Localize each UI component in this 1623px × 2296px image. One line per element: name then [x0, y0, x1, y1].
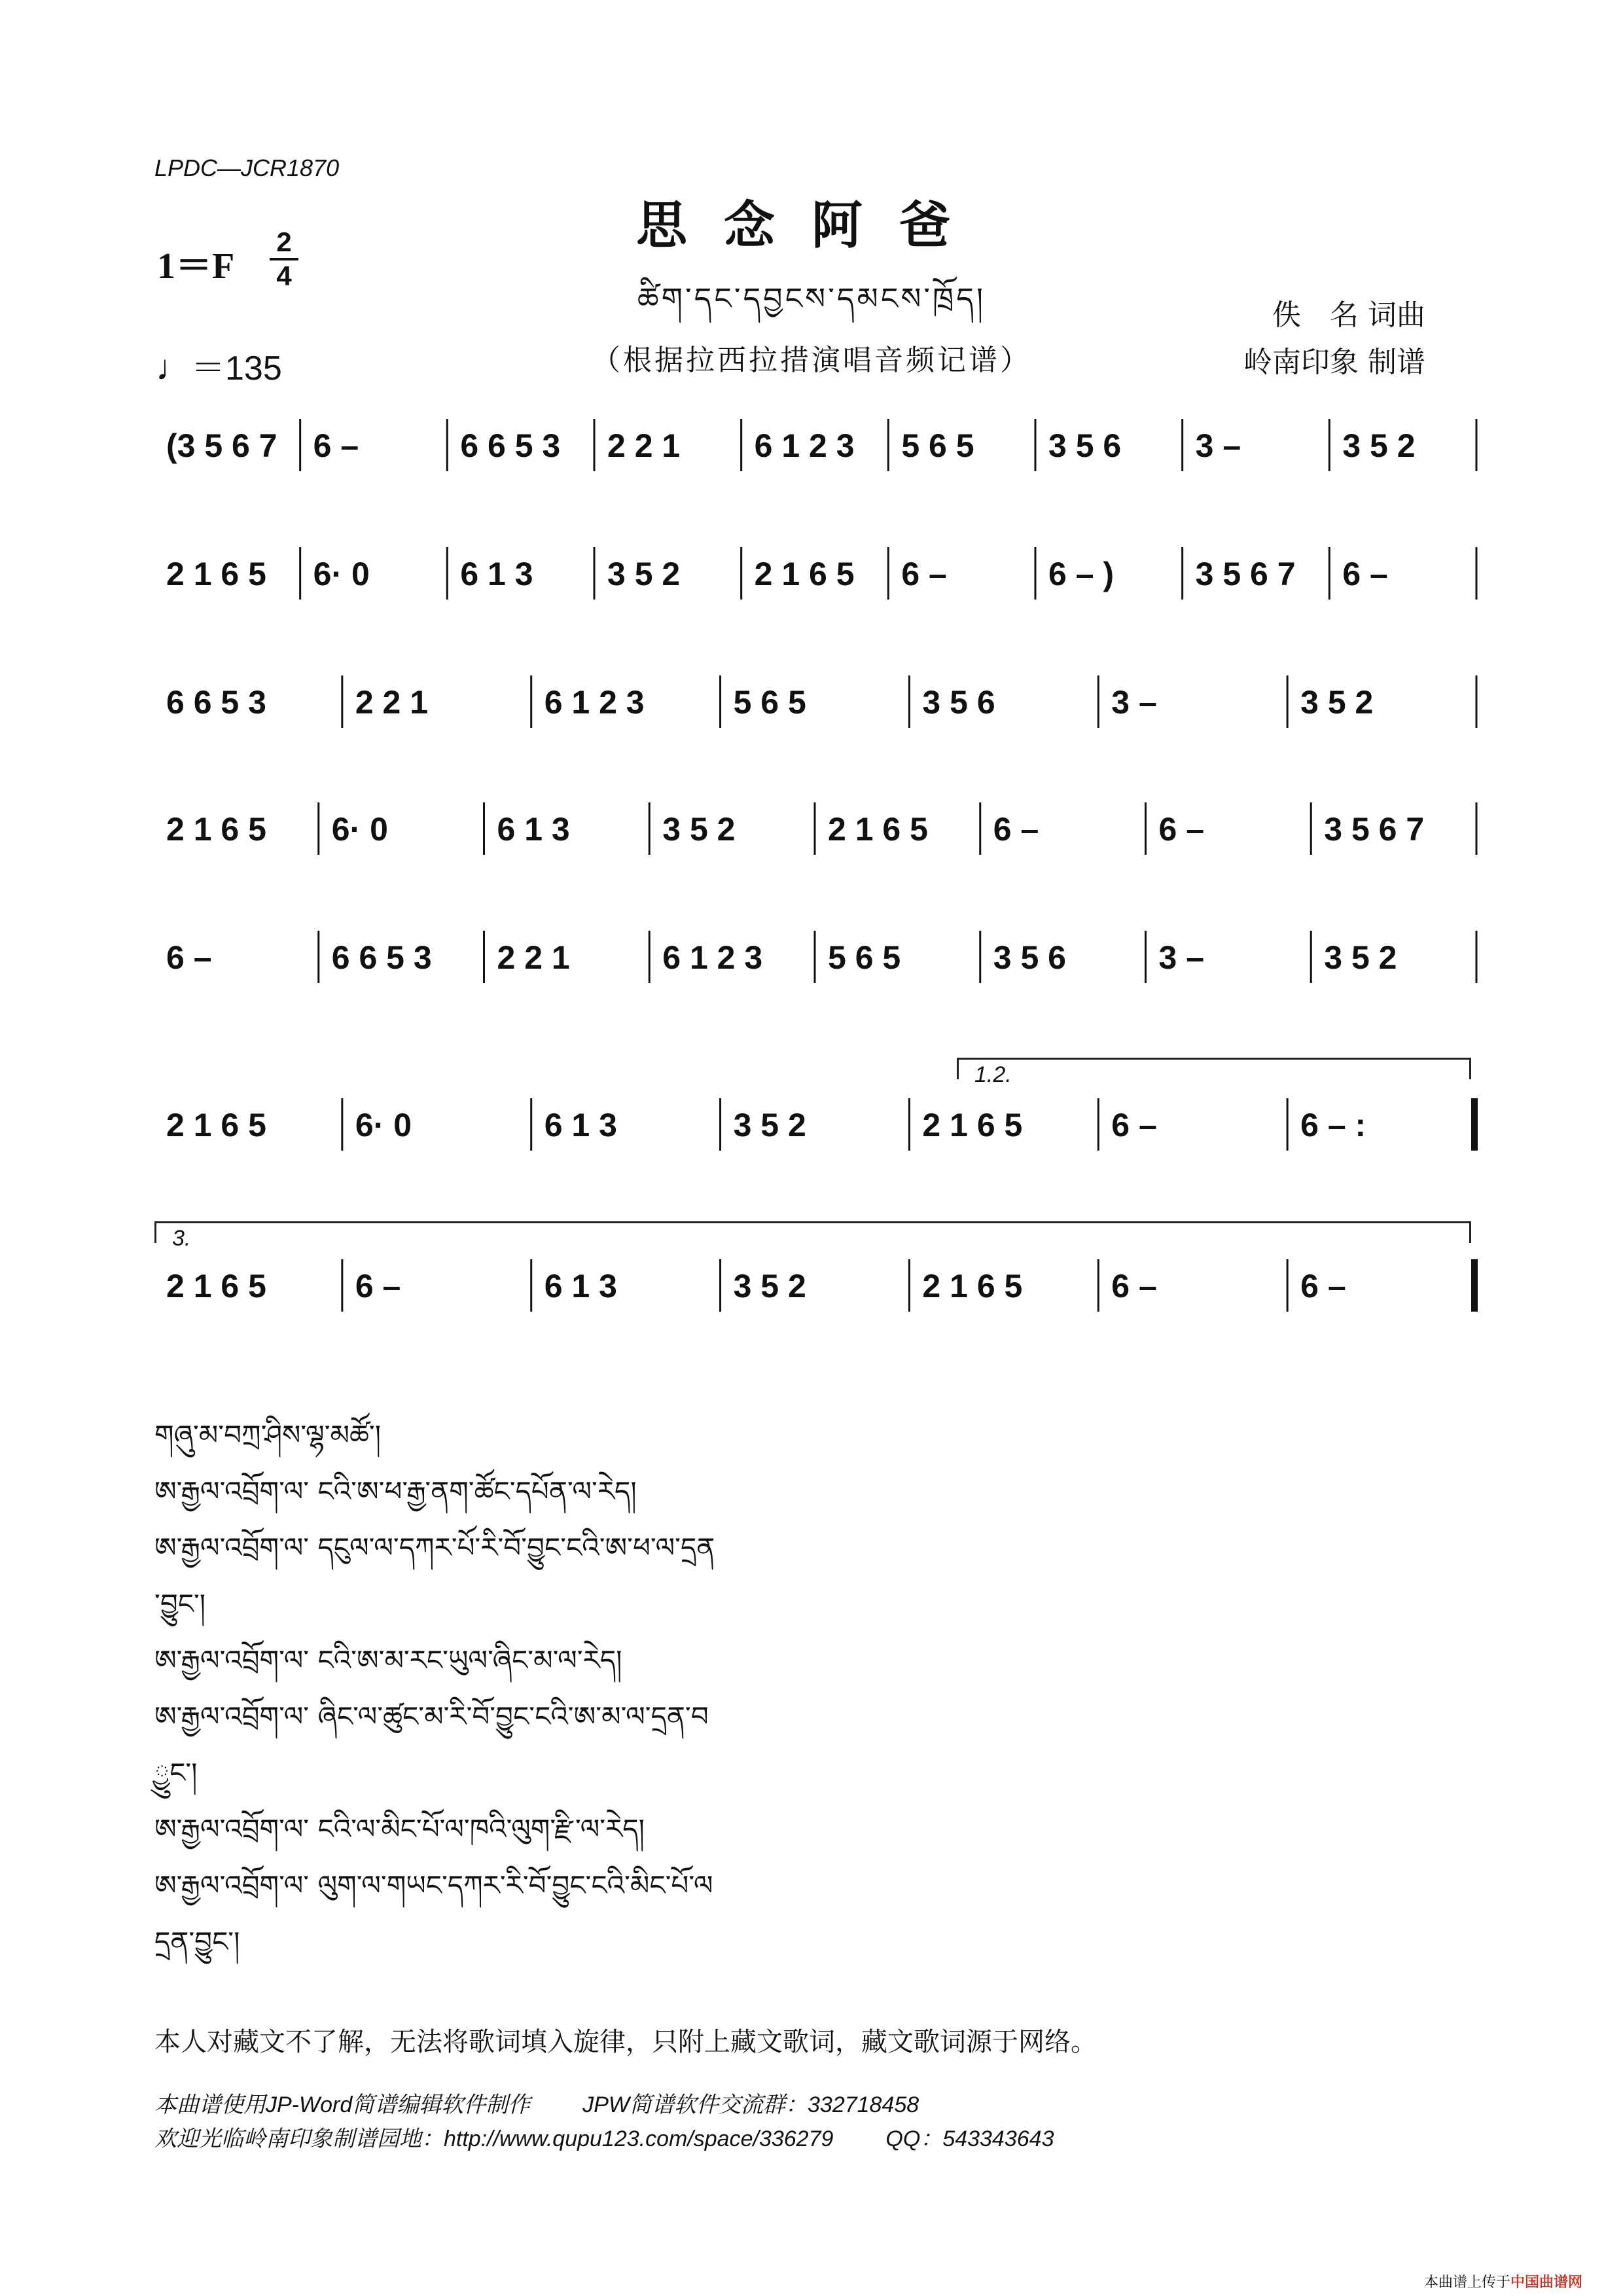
measure: 3 5 2 — [662, 811, 736, 848]
measure: 3 5 6 7 — [1195, 556, 1296, 592]
measure: 6 – — [901, 556, 947, 592]
meter-top: 2 — [276, 226, 292, 257]
measure: 6 6 5 3 — [166, 684, 266, 721]
measure: 6 1 2 3 — [662, 939, 763, 976]
measure: 3 5 6 7 — [1324, 811, 1425, 848]
barlines — [154, 547, 1478, 613]
lyric-line: དྲན་བྱུང་། — [154, 1926, 240, 1958]
measure: 6· 0 — [355, 1107, 412, 1143]
barlines — [154, 675, 1478, 741]
key-signature: 1＝F — [157, 246, 235, 287]
measure: 5 6 5 — [828, 939, 901, 976]
measure: 6 1 3 — [497, 811, 570, 848]
measure: 3 – — [1195, 427, 1241, 464]
measure: 3 5 2 — [733, 1268, 806, 1304]
volta-bracket-1 — [957, 1058, 1471, 1087]
measure: 2 1 6 5 — [166, 811, 266, 848]
measure: 2 2 1 — [355, 684, 429, 721]
measure: 3 5 2 — [1324, 939, 1397, 976]
lyric-line: ཨ་རྒྱལ་འབྲོག་ལ་ ངའི་ཨ་མ་རང་ཡུལ་ཞིང་མ་ལ་རེད། — [154, 1644, 622, 1676]
measure: 6 – — [166, 939, 212, 976]
tempo-value: ＝135 — [191, 350, 282, 387]
barlines — [154, 931, 1478, 996]
measure: 2 1 6 5 — [166, 1107, 266, 1143]
measure: 6 1 3 — [544, 1107, 617, 1143]
score-line-4 — [154, 810, 1478, 889]
lyric-line: ་བྱུང་། — [154, 1588, 206, 1620]
lyrics-block — [154, 1407, 1483, 1970]
measure: 6 – — [1111, 1107, 1157, 1143]
score-line-3 — [154, 683, 1478, 762]
measure: 6 – — [1300, 1268, 1346, 1304]
meter-bottom: 4 — [276, 260, 292, 291]
barlines — [154, 1259, 1478, 1325]
lyric-line: ཨ་རྒྱལ་འབྲོག་ལ་ ལུག་ལ་གཡང་དཀར་རི་བོ་བྱུང་ངའི་མིང་པོ་ལ — [154, 1869, 713, 1901]
measure: 6 6 5 3 — [460, 427, 561, 464]
welcome-link[interactable]: 欢迎光临岭南印象制谱园地：http://www.qupu123.com/space/336279 — [154, 2126, 834, 2151]
volta-label-2: 3. — [172, 1226, 191, 1251]
measure: 3 5 2 — [607, 556, 681, 592]
measure: 6 – : — [1300, 1107, 1366, 1143]
upload-watermark — [1424, 2271, 1582, 2291]
qq-number: QQ：543343643 — [885, 2126, 1054, 2151]
measure: 2 2 1 — [497, 939, 570, 976]
score-code: LPDC—JCR1870 — [154, 154, 340, 181]
lyric-line: ཨ་རྒྱལ་འབྲོག་ལ་ ངའི་ཨ་ཕ་རྒྱ་ནག་ཚོང་དཔོན་ལ་རེད། — [154, 1475, 637, 1507]
score-line-5 — [154, 939, 1478, 1017]
measure: 6 – — [993, 811, 1039, 848]
qq-group: JPW简谱软件交流群：332718458 — [582, 2092, 919, 2117]
lyrics-note: 本人对藏文不了解，无法将歌词填入旋律，只附上藏文歌词，藏文歌词源于网络。 — [154, 2027, 1097, 2057]
measure: 2 1 6 5 — [922, 1268, 1023, 1304]
footer — [154, 2088, 1106, 2156]
score-line-7 — [154, 1267, 1478, 1346]
final-barline — [1471, 1259, 1478, 1312]
measure: 6· 0 — [331, 811, 388, 848]
score-line-2 — [154, 555, 1478, 634]
measure: 6 – — [1342, 556, 1388, 592]
measure: 2 1 6 5 — [828, 811, 928, 848]
measure: 6· 0 — [313, 556, 370, 592]
measure: 6 – — [313, 427, 359, 464]
measure: 5 6 5 — [733, 684, 806, 721]
measure: 6 – — [1111, 1268, 1157, 1304]
volta-label-1: 1.2. — [974, 1062, 1012, 1087]
lyric-line: ཨ་རྒྱལ་འབྲོག་ལ་ ཞིང་ལ་ཚུང་མ་རི་བོ་བྱུང་ངའི་ཨ་མ་ལ་དྲན་བ — [154, 1700, 709, 1732]
final-barline — [1471, 1098, 1478, 1151]
measure: 6 1 3 — [460, 556, 533, 592]
quarter-note-icon: ♩ — [156, 348, 191, 387]
measure: 3 – — [1111, 684, 1157, 721]
measure: 6 1 2 3 — [544, 684, 645, 721]
measure: 2 1 6 5 — [166, 556, 266, 592]
measure: 6 – ) — [1048, 556, 1115, 592]
lyric-line: ཨ་རྒྱལ་འབྲོག་ལ་ དངུལ་ལ་དཀར་པོ་རི་བོ་བྱུང་ངའི་ཨ་ཕ་ལ་དྲན — [154, 1532, 715, 1564]
measure: 6 – — [1158, 811, 1205, 848]
software-credit: 本曲谱使用JP-Word简谱编辑软件制作 — [154, 2092, 531, 2117]
tibetan-title: ཚིག་དང་དབྱངས་དམངས་ཁྲོད། — [637, 281, 986, 316]
site-logo: 中国曲谱网 — [1510, 2274, 1583, 2291]
lyric-line: གཞུ་མ་བཀྲ་ཤིས་ལྷ་མཚོ་། — [154, 1419, 382, 1451]
measure: 6 1 2 3 — [754, 427, 855, 464]
measure: 6 – — [355, 1268, 401, 1304]
measure: (3 5 6 7 — [166, 427, 277, 464]
measure: 2 1 6 5 — [754, 556, 855, 592]
measure: 3 5 2 — [1300, 684, 1374, 721]
measure: 5 6 5 — [901, 427, 974, 464]
measure: 6 6 5 3 — [331, 939, 432, 976]
page-title: 思念阿爸 — [635, 196, 987, 255]
measure: 2 1 6 5 — [166, 1268, 266, 1304]
measure: 6 1 3 — [544, 1268, 617, 1304]
measure: 3 5 6 — [922, 684, 995, 721]
measure: 3 5 2 — [1342, 427, 1416, 464]
barlines — [154, 802, 1478, 868]
lyric-line: ཨ་རྒྱལ་འབྲོག་ལ་ ངའི་ལ་མིང་པོ་ལ་ཁའི་ལུག་རྫི་ལ་རེད། — [154, 1813, 645, 1845]
measure: 2 2 1 — [607, 427, 681, 464]
measure: 3 5 6 — [993, 939, 1066, 976]
volta-bracket-2 — [154, 1221, 1471, 1251]
measure: 3 5 6 — [1048, 427, 1122, 464]
measure: 3 5 2 — [733, 1107, 806, 1143]
barlines — [154, 419, 1478, 484]
measure: 2 1 6 5 — [922, 1107, 1023, 1143]
barlines — [154, 1098, 1478, 1164]
measure: 3 – — [1158, 939, 1205, 976]
arranger-credit: 岭南印象 制谱 — [1243, 346, 1425, 379]
score-line-1 — [154, 427, 1478, 505]
lyricist-credit: 佚 名 词曲 — [1272, 298, 1425, 332]
upload-prefix: 本曲谱上传于 — [1424, 2274, 1511, 2291]
score-line-6 — [154, 1106, 1478, 1185]
lyric-line: ྱུང་། — [154, 1757, 198, 1789]
subtitle: （根据拉西拉措演唱音频记谱） — [592, 344, 1031, 377]
